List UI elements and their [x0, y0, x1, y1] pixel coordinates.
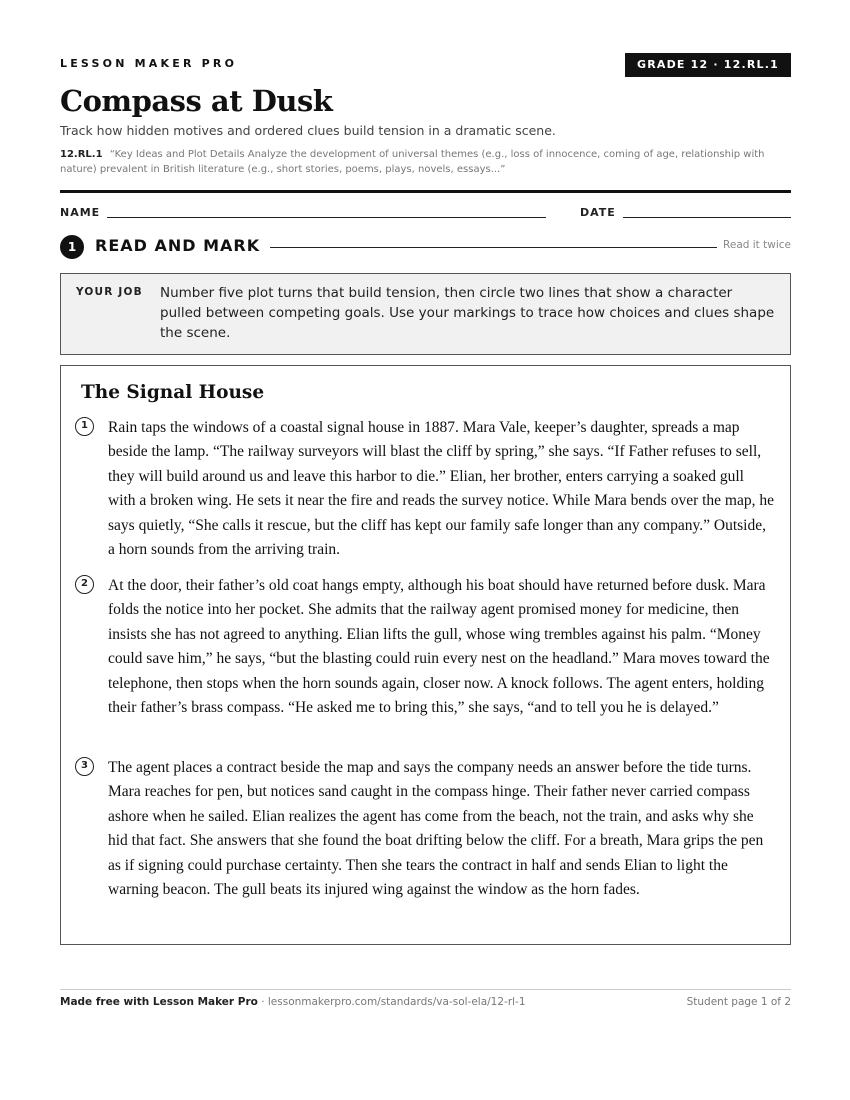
footer-divider — [60, 989, 791, 990]
section-note: Read it twice — [723, 239, 791, 251]
page-title: Compass at Dusk — [60, 84, 333, 118]
section-title: READ AND MARK — [95, 236, 261, 255]
standard-code: 12.RL.1 — [60, 149, 103, 160]
paragraph-text: At the door, their father’s old coat hangs empty, although his boat should have returned before dusk. Mara folds the notice into her pocket. She admits that the railway agent promised money for medicine, then insists she has not agreed to anything. Elian lifts the gull, whose wing trembles against his palm. “Money could save him,” he says, “but the blasting could ruin every nest on the headland.” Mara moves toward the telephone, then stops when the horn sounds again, closer now. A knock follows. The agent enters, holding their father’s brass compass. “He asked me to bring this,” she says, “and to tell you he is delayed.” — [108, 577, 770, 717]
footer-page-label: Student page 1 of 2 — [686, 996, 791, 1008]
instructions-text: Number five plot turns that build tension, then circle two lines that show a character pulled between competing goals. Use your markings to trace how choices and clues shape the scene. — [160, 285, 775, 341]
paragraph-text: The agent places a contract beside the map and says the company needs an answer before the tide turns. Mara reaches for pen, but notices sand caught in the compass hinge. Their father never carried compass ashore when he sailed. Elian realizes the agent has come from the beach, not the train, and asks why she hid that fact. She answers that she found the boat drifting below the cliff. For a breath, Mara grips the pen as if signing could purchase certainty. Then she tears the contract in half and sends Elian to light the warning beacon. The gull beats its injured wing against the window as the horn fades. — [108, 759, 764, 899]
name-field[interactable] — [107, 217, 546, 218]
brand-name: LESSON MAKER PRO — [60, 57, 238, 70]
story-title: The Signal House — [81, 382, 265, 403]
section-divider — [270, 247, 717, 248]
name-label: NAME — [60, 206, 101, 219]
standard-text: “Key Ideas and Plot Details Analyze the development of universal themes (e.g., loss of innocence, coming of age, relationship with nature) prevalent in British literature (e.g., short stories, poems, plays, novels, essays...” — [60, 149, 765, 175]
paragraph-text: Rain taps the windows of a coastal signal house in 1887. Mara Vale, keeper’s daughter, spreads a map beside the lamp. “The railway surveyors will blast the cliff by spring,” she says. “If Father refuses to sell, they will build around us and leave this harbor to die.” Elian, her brother, enters carrying a soaked gull with a broken wing. He sets it near the fire and reads the survey notice. While Mara bends over the map, he says quietly, “She calls it rescue, but the cliff has kept our family safe longer than any company.” Outside, a horn sounds from the arriving train. — [108, 419, 774, 559]
page-subtitle: Track how hidden motives and ordered clues build tension in a dramatic scene. — [60, 123, 556, 138]
section-number-badge: 1 — [60, 235, 84, 259]
date-field[interactable] — [623, 217, 791, 218]
date-label: DATE — [580, 206, 616, 219]
paragraph-number-badge: 1 — [75, 417, 94, 436]
instructions-box — [60, 273, 791, 355]
worksheet-page — [60, 0, 791, 1100]
footer-credit — [60, 996, 526, 1008]
footer-separator: · — [257, 996, 268, 1008]
footer-made-with: Made free with Lesson Maker Pro — [60, 996, 258, 1008]
paragraph-number-badge: 3 — [75, 757, 94, 776]
grade-badge: GRADE 12 · 12.RL.1 — [625, 53, 791, 77]
instructions-label: YOUR JOB — [76, 286, 143, 298]
header-divider — [60, 190, 791, 193]
story-box — [60, 365, 791, 945]
standard-description — [60, 147, 791, 177]
paragraph-number-badge: 2 — [75, 575, 94, 594]
footer-url-link[interactable]: lessonmakerpro.com/standards/va-sol-ela/12-rl-1 — [267, 996, 526, 1008]
